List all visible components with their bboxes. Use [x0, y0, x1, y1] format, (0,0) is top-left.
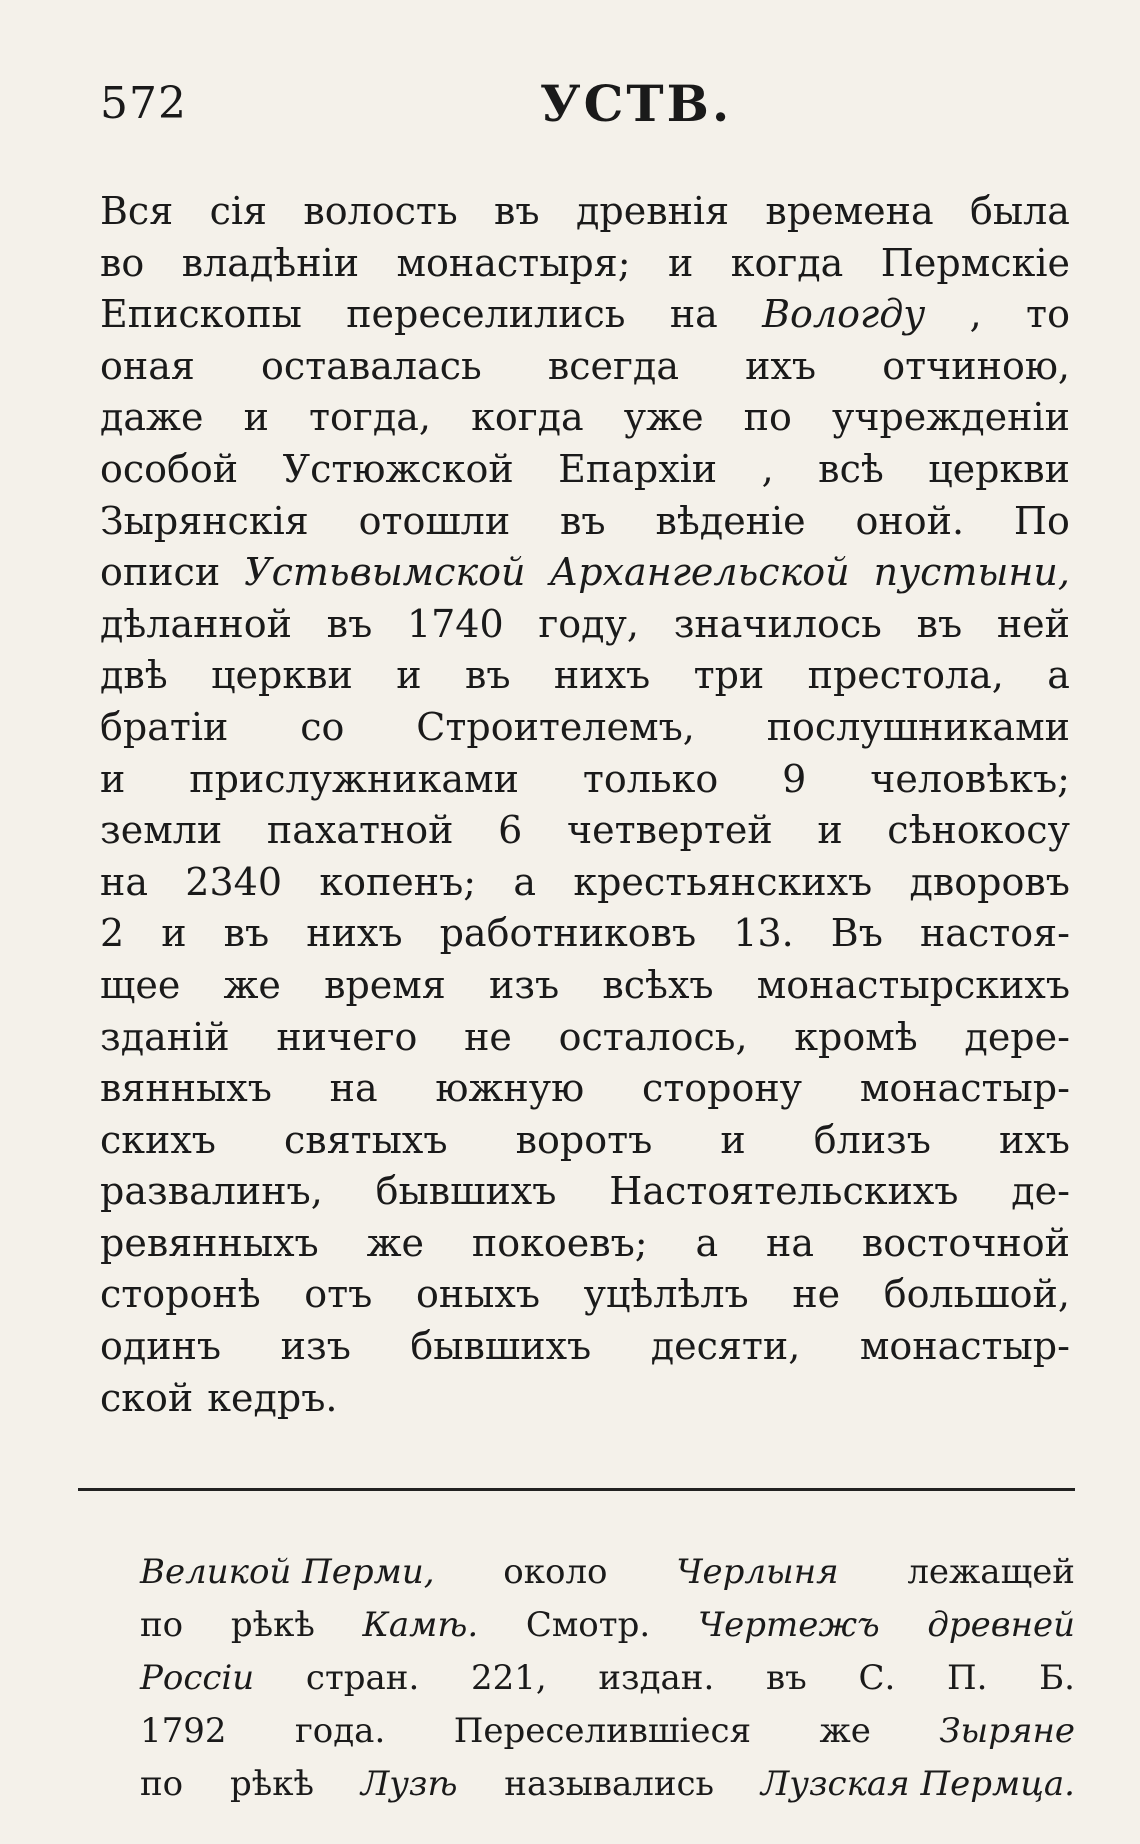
footnote-line — [140, 1652, 1075, 1705]
word: а — [695, 1220, 719, 1265]
word: Переселившіеся — [453, 1711, 752, 1751]
word: изъ — [488, 962, 560, 1007]
word: монастыр- — [859, 1066, 1070, 1111]
word: монастыр- — [859, 1324, 1070, 1369]
word: Камѣ. — [362, 1605, 479, 1645]
word: всѣхъ — [602, 962, 714, 1007]
word: когда — [730, 240, 844, 285]
word: въ — [494, 189, 540, 233]
word: зданій — [100, 1014, 230, 1059]
running-head: УСТВ. — [540, 74, 733, 133]
text-line — [100, 857, 1070, 909]
word: большой, — [883, 1272, 1070, 1317]
word: южную — [435, 1066, 585, 1111]
word: отъ — [304, 1272, 373, 1317]
word: воротъ — [515, 1117, 653, 1162]
word: Лузская Пермца. — [760, 1764, 1075, 1804]
word: близъ — [813, 1117, 931, 1162]
word: Епархіи — [558, 446, 718, 491]
word: Настоятельскихъ — [609, 1169, 959, 1214]
word: 1740 — [406, 601, 504, 646]
word: работниковъ — [439, 911, 697, 956]
word: на — [669, 292, 718, 337]
word: святыхъ — [284, 1117, 448, 1162]
word: Смотр. — [525, 1605, 651, 1645]
footnote-line — [140, 1758, 1075, 1811]
word: монастыря; — [396, 240, 631, 285]
word: ней — [996, 601, 1070, 646]
word: двѣ — [100, 653, 168, 698]
text-line — [100, 960, 1070, 1012]
word: на — [766, 1220, 814, 1265]
word: древней — [927, 1605, 1075, 1645]
text-line — [100, 289, 1070, 341]
word: уцѣлѣлъ — [583, 1272, 749, 1317]
text-line — [100, 186, 1070, 238]
word: 6 — [498, 808, 523, 853]
text-line — [100, 1115, 1070, 1167]
word: Великой Перми, — [140, 1552, 435, 1592]
word: назывались — [504, 1764, 715, 1804]
word: была — [970, 189, 1070, 233]
text-line — [100, 754, 1070, 806]
word: года. — [294, 1711, 386, 1751]
text-line — [100, 1166, 1070, 1218]
word: на — [100, 859, 148, 904]
word: кромѣ — [794, 1014, 918, 1059]
word: Въ — [830, 911, 883, 956]
word: въ — [326, 601, 373, 646]
word: лежащей — [907, 1552, 1075, 1592]
word: Строителемъ, — [416, 704, 695, 749]
word: оставалась — [261, 343, 482, 388]
word: и — [667, 240, 694, 285]
text-line — [100, 650, 1070, 702]
word: значилось — [673, 601, 882, 646]
word: только — [582, 756, 719, 801]
word: церкви — [928, 446, 1070, 491]
word: всегда — [547, 343, 679, 388]
text-line — [100, 1218, 1070, 1270]
word: бывшихъ — [410, 1324, 592, 1369]
word: бывшихъ — [375, 1169, 557, 1214]
word: церкви — [211, 653, 353, 698]
word: и — [100, 756, 126, 801]
word: четвертей — [566, 808, 773, 853]
text-line — [100, 908, 1070, 960]
word: нихъ — [306, 911, 403, 956]
word: сія — [209, 189, 267, 233]
word: особой — [100, 446, 239, 491]
word: рѣкѣ — [230, 1605, 315, 1645]
word: по — [140, 1764, 184, 1804]
word: 13. — [733, 911, 794, 956]
word: въ — [916, 601, 963, 646]
word: кедръ. — [207, 1375, 338, 1420]
word: въ — [560, 498, 606, 543]
word: и — [817, 808, 843, 853]
text-line — [100, 547, 1070, 599]
footnote-block — [140, 1546, 1075, 1811]
text-line — [100, 805, 1070, 857]
word: ской — [100, 1375, 194, 1420]
word: Лузѣ — [360, 1764, 458, 1804]
text-line — [100, 238, 1070, 290]
word: 1792 — [140, 1711, 227, 1751]
text-line — [100, 341, 1070, 393]
word: Черлыня — [676, 1552, 839, 1592]
text-line — [100, 1269, 1070, 1321]
word: по — [140, 1605, 184, 1645]
word: издан. — [598, 1658, 715, 1698]
word: Архангельской — [549, 550, 850, 595]
word: Устюжской — [282, 446, 514, 491]
word: престола, — [807, 653, 1004, 698]
word: даже — [100, 395, 204, 440]
word: во — [100, 240, 145, 285]
main-text-block — [100, 186, 1070, 1424]
word: описи — [100, 550, 221, 595]
word: 221, — [470, 1658, 547, 1698]
word: дере- — [964, 1014, 1070, 1059]
word: владѣніи — [181, 240, 360, 285]
word: Епископы — [100, 292, 302, 337]
word: не — [464, 1014, 512, 1059]
word: и — [720, 1117, 746, 1162]
word: послушниками — [766, 704, 1070, 749]
word: Вся — [100, 189, 174, 233]
word: же — [223, 962, 281, 1007]
word: Зырянскія — [100, 498, 309, 543]
word: не — [792, 1272, 841, 1317]
word: ничего — [276, 1014, 418, 1059]
word: а — [1047, 653, 1070, 698]
word: , — [969, 292, 982, 337]
word: волость — [303, 189, 458, 233]
text-line — [100, 599, 1070, 651]
word: оной. — [855, 498, 965, 543]
word: въ — [464, 653, 511, 698]
word: стран. — [305, 1658, 420, 1698]
word: прислужниками — [189, 756, 519, 801]
word: переселились — [346, 292, 626, 337]
word: а — [513, 859, 537, 904]
word: покоевъ; — [471, 1220, 648, 1265]
word: дворовъ — [909, 859, 1070, 904]
word: братіи — [100, 704, 229, 749]
word: тогда, — [309, 395, 431, 440]
word: со — [300, 704, 345, 749]
footnote-rule — [78, 1488, 1075, 1491]
word: осталось, — [558, 1014, 748, 1059]
word: рѣкѣ — [229, 1764, 314, 1804]
word: С. — [858, 1658, 896, 1698]
word: сторону — [641, 1066, 803, 1111]
text-line — [100, 1321, 1070, 1373]
word: восточной — [861, 1220, 1070, 1265]
word: и — [243, 395, 269, 440]
word: же — [819, 1711, 871, 1751]
word: щее — [100, 962, 181, 1007]
word: земли — [100, 808, 223, 853]
page-number: 572 — [100, 78, 187, 129]
word: ихъ — [745, 343, 817, 388]
word: когда — [471, 395, 584, 440]
word: сѣнокосу — [887, 808, 1070, 853]
word: изъ — [280, 1324, 351, 1369]
word: одинъ — [100, 1324, 222, 1369]
word: Б. — [1039, 1658, 1075, 1698]
word: ихъ — [999, 1117, 1070, 1162]
word: оная — [100, 343, 195, 388]
text-line — [100, 444, 1070, 496]
word: монастырскихъ — [756, 962, 1070, 1007]
word: пахатной — [266, 808, 454, 853]
text-line — [100, 1063, 1070, 1115]
word: году, — [538, 601, 639, 646]
word: 2 — [100, 911, 125, 956]
word: учрежденіи — [831, 395, 1070, 440]
footnote-line — [140, 1599, 1075, 1652]
word: всѣ — [818, 446, 884, 491]
word: П. — [946, 1658, 988, 1698]
footnote-line — [140, 1705, 1075, 1758]
word: уже — [623, 395, 704, 440]
word: три — [693, 653, 765, 698]
word: Вологду — [762, 292, 926, 337]
word: вѣденіе — [655, 498, 806, 543]
word: Устьвымской — [244, 550, 526, 595]
word: дѣланной — [100, 601, 292, 646]
word: отчиною, — [882, 343, 1070, 388]
word: въ — [223, 911, 270, 956]
word: человѣкъ; — [870, 756, 1070, 801]
word: и — [396, 653, 422, 698]
word: нихъ — [553, 653, 651, 698]
word: десяти, — [650, 1324, 801, 1369]
footnote-line — [140, 1546, 1075, 1599]
word: Россіи — [140, 1658, 255, 1698]
word: и — [161, 911, 187, 956]
word: же — [366, 1220, 425, 1265]
text-line — [100, 496, 1070, 548]
text-line — [100, 702, 1070, 754]
word: Чертежъ — [697, 1605, 880, 1645]
word: Пермскіе — [880, 240, 1070, 285]
text-line — [100, 392, 1070, 444]
word: де- — [1011, 1169, 1070, 1214]
word: , — [761, 446, 774, 491]
text-line — [100, 1373, 1070, 1425]
word: крестьянскихъ — [573, 859, 873, 904]
word: копенъ; — [319, 859, 477, 904]
word: развалинъ, — [100, 1169, 323, 1214]
word: вянныхъ — [100, 1066, 272, 1111]
word: сторонѣ — [100, 1272, 261, 1317]
word: оныхъ — [415, 1272, 540, 1317]
text-line — [100, 1012, 1070, 1064]
word: древнія — [575, 189, 730, 233]
word: около — [503, 1552, 608, 1592]
word: то — [1026, 292, 1070, 337]
word: 2340 — [185, 859, 283, 904]
word: настоя- — [919, 911, 1070, 956]
word: пустыни, — [873, 550, 1070, 595]
word: время — [324, 962, 446, 1007]
word: времена — [765, 189, 934, 233]
word: по — [743, 395, 792, 440]
word: 9 — [782, 756, 807, 801]
word: скихъ — [100, 1117, 216, 1162]
word: По — [1013, 498, 1070, 543]
word: на — [329, 1066, 378, 1111]
word: въ — [765, 1658, 807, 1698]
word: отошли — [358, 498, 511, 543]
word: ревянныхъ — [100, 1220, 319, 1265]
word: Зыряне — [939, 1711, 1075, 1751]
